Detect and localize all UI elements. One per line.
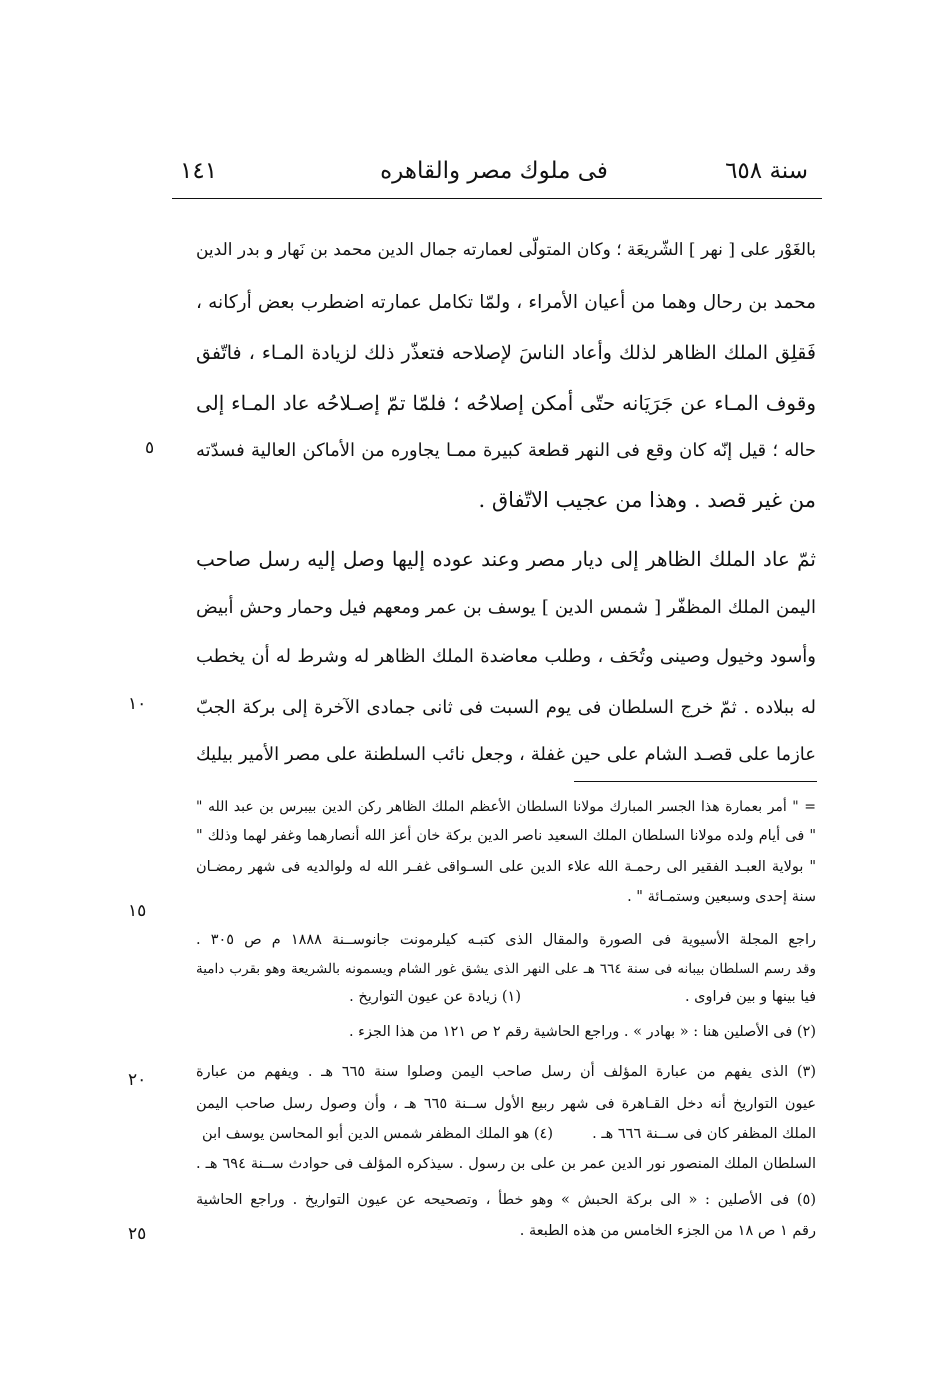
margin-line-number: ١٠ [128,694,147,714]
body-line: اليمن الملك المظفّر [ شمس الدين ] يوسف بن عمر ومعهم فيل وحمار وحش أبيض [196,597,816,618]
running-title: فى ملوك مصر والقاهره [380,158,608,184]
footnote-line: سنة إحدى وسبعين وستمـائة " . [627,889,816,905]
body-line: له ببلاده . ثمّ خرج السلطان فى يوم السبت فى ثانى جمادى الآخرة إلى بركة الجبّ [196,697,816,718]
margin-line-number: ٢٥ [128,1224,147,1244]
margin-line-number: ١٥ [128,901,147,921]
footnote-line: فيا بينها و بين فراوى . [684,989,816,1005]
page-number: ١٤١ [180,158,218,184]
margin-line-number: ٥ [145,438,155,458]
footnote-line: راجع المجلة الأسيوية فى الصورة والمقال الذى كتبـه كيلرمونت جانوســنة ١٨٨٨ م ص ٣٠٥ . [196,932,816,948]
body-line: من غير قصد . وهذا من عجيب الاتّفاق . [478,488,816,512]
footnote-line: (٢) فى الأصلين هنا : « بهادر » . وراجع الحاشية رقم ٢ ص ١٢١ من هذا الجزء . [348,1024,816,1040]
year-label: سنة ٦٥٨ [725,158,808,184]
footnote-line: (٣) الذى يفهم من عبارة المؤلف أن رسل صاحب اليمن وصلوا سنة ٦٦٥ هـ . ويفهم من عبارة [196,1064,816,1080]
margin-line-number: ٢٠ [128,1070,147,1090]
footnote-line: = " أمر بعمارة هذا الجسر المبارك مولانا السلطان الأعظم الملك الظاهر ركن الدين بيبرس بن عبد الله " [196,799,816,815]
footnote-line: " بولاية العبـد الفقير الى رحمـة الله علاء الدين على السـواقى غفـر الله له ولوالديه فى شهر رمضـان [196,859,816,875]
footnote-rule [574,781,817,782]
body-line: وقوف المـاء عن جَرَيَانه حتّى أمكن إصلاحُه ؛ فلمّا تمّ إصـلاحُه عاد المـاء إلى [196,391,816,415]
header-rule [172,198,822,199]
body-line: حاله ؛ قيل إنّه كان وقع فى النهر قطعة كبيرة ممـا يجاوره من الأماكن العالية فسدّته [196,440,816,461]
footnote-line: عيون التواريخ أنه دخل القـاهرة فى شهر ربيع الأول ســنة ٦٦٥ هـ ، وأن وصول رسل صاحب اليمن [196,1096,816,1112]
body-line: بالغَوْر على [ نهر ] الشّريعَة ؛ وكان المتولّى لعمارته جمال الدين محمد بن نَهار و بدر الدين [195,240,816,260]
body-line: ثمّ عاد الملك الظاهر إلى ديار مصر وعند عوده إليها وصل إليه رسل صاحب [196,547,816,571]
running-header [180,158,808,194]
body-line: وأسود وخيول وصينى وتُحَف ، وطلب معاضدة الملك الظاهر له وشرط له أن يخطب [196,646,817,667]
footnote-line: (١) زيادة عن عيون التواريخ . [349,989,521,1005]
footnote-line: الملك المظفر كان فى ســنة ٦٦٦ هـ . [592,1126,816,1142]
footnote-line: (٥) فى الأصلين : « الى بركة الحبش » وهو خطأ ، وتصحيحه عن عيون التواريخ . وراجع الحاشية [196,1192,816,1208]
body-line: فَقلِق الملك الظاهر لذلك وأعاد الناسَ لإصلاحه فتعذّر ذلك لزيادة المـاء ، فاتّفق [196,342,816,364]
footnote-line: رقم ١ ص ١٨ من الجزء الخامس من هذه الطبعة . [519,1223,816,1239]
footnote-line: السلطان الملك المنصور نور الدين عمر بن على بن رسول . سيذكره المؤلف فى حوادث ســنة ٦٩٤ هـ . [196,1156,816,1172]
footnote-line: وقد رسم السلطان بيبانه فى سنة ٦٦٤ هـ على النهر الذى يشق غور الشام ويسمونه بالشريعة وهو بقرب دامية [196,961,816,977]
body-line: عازما على قصـد الشام على حين غفلة ، وجعل نائب السلطنة على مصر الأمير بيليك [196,744,816,765]
footnote-line: " فى أيام ولده مولانا السلطان الملك السعيد ناصر الدين بركة خان أعز الله أنصارهما وغفر لهما وذلك " [196,828,816,844]
body-line: محمد بن رحال وهما من أعيان الأمراء ، ولمّا تكامل عمارته اضطرب بعض أركانه ، [196,292,816,313]
footnote-line: (٤) هو الملك المظفر شمس الدين أبو المحاسن يوسف ابن [202,1126,553,1142]
